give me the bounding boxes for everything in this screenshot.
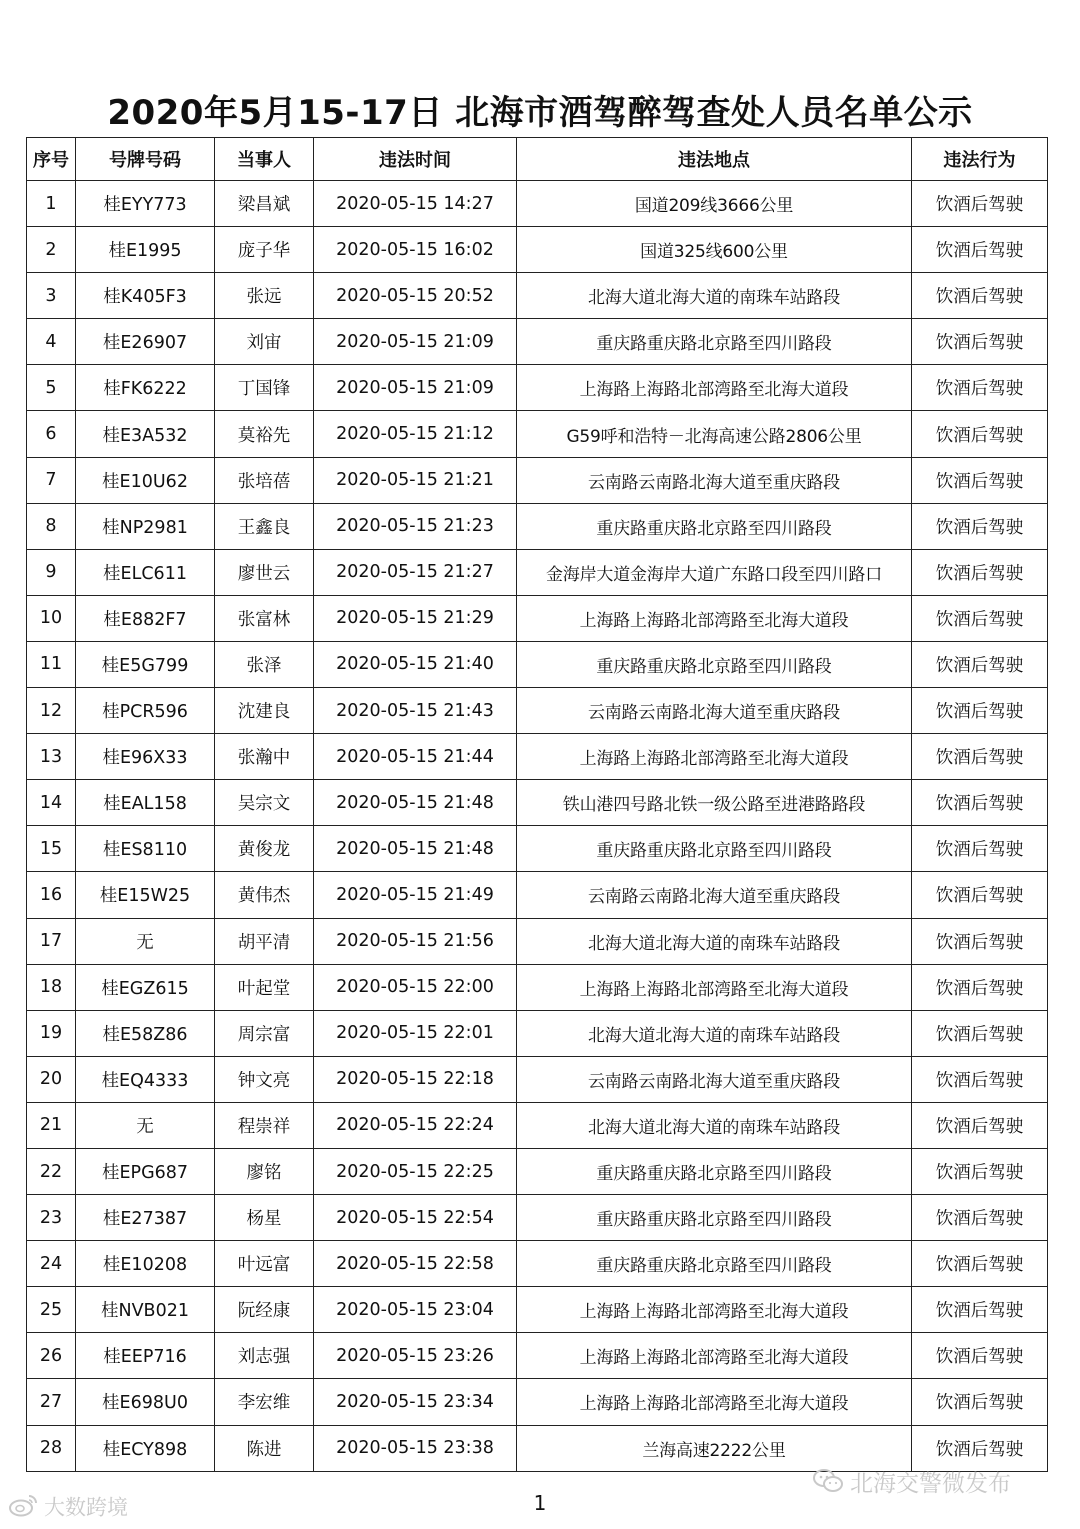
table-row: [27, 918, 1048, 964]
cell-violation: 饮酒后驾驶: [912, 1010, 1048, 1056]
cell-time: 2020-05-15 21:09: [314, 319, 517, 365]
table-row: [27, 1333, 1048, 1379]
cell-violation: 饮酒后驾驶: [912, 227, 1048, 273]
cell-person: 丁国锋: [215, 365, 314, 411]
cell-plate: 桂E882F7: [76, 595, 215, 641]
cell-violation: 饮酒后驾驶: [912, 964, 1048, 1010]
cell-location: 北海大道北海大道的南珠车站路段: [517, 1102, 912, 1148]
cell-violation: 饮酒后驾驶: [912, 365, 1048, 411]
cell-location: 重庆路重庆路北京路至四川路段: [517, 1148, 912, 1194]
cell-time: 2020-05-15 22:18: [314, 1056, 517, 1102]
cell-person: 阮经康: [215, 1287, 314, 1333]
cell-index: 23: [27, 1195, 76, 1241]
cell-time: 2020-05-15 23:34: [314, 1379, 517, 1425]
cell-plate: 桂NP2981: [76, 503, 215, 549]
watermark-right: [812, 1468, 1011, 1501]
table-row: [27, 1195, 1048, 1241]
cell-person: 黄俊龙: [215, 826, 314, 872]
cell-time: 2020-05-15 21:44: [314, 734, 517, 780]
cell-time: 2020-05-15 22:01: [314, 1010, 517, 1056]
cell-plate: 无: [76, 918, 215, 964]
cell-plate: 桂E58Z86: [76, 1010, 215, 1056]
cell-location: 上海路上海路北部湾路至北海大道段: [517, 365, 912, 411]
cell-violation: 饮酒后驾驶: [912, 457, 1048, 503]
cell-person: 杨星: [215, 1195, 314, 1241]
cell-time: 2020-05-15 21:48: [314, 780, 517, 826]
cell-person: 张远: [215, 273, 314, 319]
cell-time: 2020-05-15 20:52: [314, 273, 517, 319]
cell-time: 2020-05-15 21:40: [314, 641, 517, 687]
cell-index: 21: [27, 1102, 76, 1148]
cell-location: 重庆路重庆路北京路至四川路段: [517, 1241, 912, 1287]
col-header-time: 违法时间: [314, 138, 517, 181]
cell-location: 云南路云南路北海大道至重庆路段: [517, 872, 912, 918]
table-row: [27, 872, 1048, 918]
cell-index: 17: [27, 918, 76, 964]
table-row: [27, 549, 1048, 595]
cell-person: 叶起堂: [215, 964, 314, 1010]
col-header-violation: 违法行为: [912, 138, 1048, 181]
cell-violation: 饮酒后驾驶: [912, 319, 1048, 365]
table-row: [27, 780, 1048, 826]
col-header-person: 当事人: [215, 138, 314, 181]
cell-violation: 饮酒后驾驶: [912, 1195, 1048, 1241]
cell-index: 9: [27, 549, 76, 595]
cell-person: 莫裕先: [215, 411, 314, 457]
cell-plate: 桂E3A532: [76, 411, 215, 457]
cell-plate: 桂EPG687: [76, 1148, 215, 1194]
cell-index: 18: [27, 964, 76, 1010]
table-row: [27, 457, 1048, 503]
table-row: [27, 1102, 1048, 1148]
col-header-plate: 号牌号码: [76, 138, 215, 181]
cell-index: 11: [27, 641, 76, 687]
table-row: [27, 595, 1048, 641]
wechat-logo-icon: [812, 1468, 844, 1501]
cell-plate: 桂E26907: [76, 319, 215, 365]
table-header-row: [27, 138, 1048, 181]
table-row: [27, 227, 1048, 273]
cell-time: 2020-05-15 21:43: [314, 688, 517, 734]
cell-time: 2020-05-15 23:04: [314, 1287, 517, 1333]
cell-location: 上海路上海路北部湾路至北海大道段: [517, 734, 912, 780]
cell-index: 27: [27, 1379, 76, 1425]
cell-plate: 桂NVB021: [76, 1287, 215, 1333]
table-row: [27, 319, 1048, 365]
cell-time: 2020-05-15 21:49: [314, 872, 517, 918]
cell-index: 1: [27, 181, 76, 227]
cell-location: 上海路上海路北部湾路至北海大道段: [517, 964, 912, 1010]
cell-time: 2020-05-15 21:12: [314, 411, 517, 457]
cell-location: 重庆路重庆路北京路至四川路段: [517, 826, 912, 872]
cell-violation: 饮酒后驾驶: [912, 181, 1048, 227]
cell-violation: 饮酒后驾驶: [912, 1333, 1048, 1379]
cell-plate: 桂PCR596: [76, 688, 215, 734]
cell-person: 廖铭: [215, 1148, 314, 1194]
cell-person: 刘宙: [215, 319, 314, 365]
cell-plate: 无: [76, 1102, 215, 1148]
cell-time: 2020-05-15 21:48: [314, 826, 517, 872]
cell-location: G59呼和浩特－北海高速公路2806公里: [517, 411, 912, 457]
cell-location: 上海路上海路北部湾路至北海大道段: [517, 1287, 912, 1333]
cell-person: 吴宗文: [215, 780, 314, 826]
cell-time: 2020-05-15 22:24: [314, 1102, 517, 1148]
cell-index: 24: [27, 1241, 76, 1287]
cell-plate: 桂EGZ615: [76, 964, 215, 1010]
table-row: [27, 411, 1048, 457]
table-row: [27, 688, 1048, 734]
col-header-index: 序号: [27, 138, 76, 181]
cell-person: 王鑫良: [215, 503, 314, 549]
table-row: [27, 1241, 1048, 1287]
cell-location: 重庆路重庆路北京路至四川路段: [517, 319, 912, 365]
cell-location: 上海路上海路北部湾路至北海大道段: [517, 1379, 912, 1425]
cell-time: 2020-05-15 23:38: [314, 1425, 517, 1471]
cell-plate: 桂K405F3: [76, 273, 215, 319]
cell-plate: 桂E15W25: [76, 872, 215, 918]
cell-time: 2020-05-15 22:58: [314, 1241, 517, 1287]
cell-plate: 桂E27387: [76, 1195, 215, 1241]
cell-violation: 饮酒后驾驶: [912, 1056, 1048, 1102]
cell-index: 6: [27, 411, 76, 457]
cell-index: 7: [27, 457, 76, 503]
cell-time: 2020-05-15 16:02: [314, 227, 517, 273]
cell-index: 26: [27, 1333, 76, 1379]
table-row: [27, 181, 1048, 227]
cell-person: 周宗富: [215, 1010, 314, 1056]
cell-person: 庞子华: [215, 227, 314, 273]
cell-plate: 桂EYY773: [76, 181, 215, 227]
cell-person: 张培蓓: [215, 457, 314, 503]
cell-violation: 饮酒后驾驶: [912, 595, 1048, 641]
cell-person: 张泽: [215, 641, 314, 687]
cell-index: 13: [27, 734, 76, 780]
table-row: [27, 641, 1048, 687]
document-title: 2020年5月15-17日 北海市酒驾醉驾查处人员名单公示: [107, 92, 973, 133]
cell-location: 国道209线3666公里: [517, 181, 912, 227]
table-row: [27, 826, 1048, 872]
cell-index: 3: [27, 273, 76, 319]
cell-index: 19: [27, 1010, 76, 1056]
cell-time: 2020-05-15 21:23: [314, 503, 517, 549]
weibo-logo-icon: [8, 1493, 38, 1524]
cell-index: 22: [27, 1148, 76, 1194]
cell-location: 重庆路重庆路北京路至四川路段: [517, 641, 912, 687]
cell-time: 2020-05-15 22:54: [314, 1195, 517, 1241]
cell-time: 2020-05-15 21:21: [314, 457, 517, 503]
cell-index: 12: [27, 688, 76, 734]
cell-violation: 饮酒后驾驶: [912, 734, 1048, 780]
cell-person: 张富林: [215, 595, 314, 641]
cell-plate: 桂E10U62: [76, 457, 215, 503]
cell-violation: 饮酒后驾驶: [912, 641, 1048, 687]
cell-location: 铁山港四号路北铁一级公路至进港路路段: [517, 780, 912, 826]
cell-violation: 饮酒后驾驶: [912, 549, 1048, 595]
cell-plate: 桂E1995: [76, 227, 215, 273]
cell-violation: 饮酒后驾驶: [912, 918, 1048, 964]
cell-time: 2020-05-15 22:25: [314, 1148, 517, 1194]
table-row: [27, 964, 1048, 1010]
cell-violation: 饮酒后驾驶: [912, 273, 1048, 319]
cell-violation: 饮酒后驾驶: [912, 503, 1048, 549]
cell-person: 钟文亮: [215, 1056, 314, 1102]
cell-index: 4: [27, 319, 76, 365]
cell-violation: 饮酒后驾驶: [912, 1102, 1048, 1148]
cell-location: 北海大道北海大道的南珠车站路段: [517, 273, 912, 319]
cell-index: 25: [27, 1287, 76, 1333]
table-row: [27, 365, 1048, 411]
cell-index: 28: [27, 1425, 76, 1471]
cell-location: 国道325线600公里: [517, 227, 912, 273]
page-number: 1: [533, 1491, 547, 1515]
violation-records-table: [26, 137, 1048, 1472]
table-row: [27, 734, 1048, 780]
table-row: [27, 503, 1048, 549]
cell-index: 20: [27, 1056, 76, 1102]
cell-violation: 饮酒后驾驶: [912, 872, 1048, 918]
cell-person: 张瀚中: [215, 734, 314, 780]
cell-index: 16: [27, 872, 76, 918]
cell-index: 10: [27, 595, 76, 641]
cell-location: 上海路上海路北部湾路至北海大道段: [517, 595, 912, 641]
cell-violation: 饮酒后驾驶: [912, 411, 1048, 457]
cell-person: 李宏维: [215, 1379, 314, 1425]
cell-violation: 饮酒后驾驶: [912, 688, 1048, 734]
cell-time: 2020-05-15 23:26: [314, 1333, 517, 1379]
cell-location: 云南路云南路北海大道至重庆路段: [517, 457, 912, 503]
cell-index: 8: [27, 503, 76, 549]
cell-person: 刘志强: [215, 1333, 314, 1379]
cell-violation: 饮酒后驾驶: [912, 826, 1048, 872]
cell-index: 2: [27, 227, 76, 273]
cell-person: 陈进: [215, 1425, 314, 1471]
cell-plate: 桂ES8110: [76, 826, 215, 872]
cell-plate: 桂EQ4333: [76, 1056, 215, 1102]
col-header-location: 违法地点: [517, 138, 912, 181]
table-row: [27, 273, 1048, 319]
watermark-left-text: 大数跨境: [44, 1495, 128, 1520]
cell-person: 胡平清: [215, 918, 314, 964]
cell-location: 北海大道北海大道的南珠车站路段: [517, 918, 912, 964]
cell-violation: 饮酒后驾驶: [912, 780, 1048, 826]
cell-plate: 桂E10208: [76, 1241, 215, 1287]
cell-time: 2020-05-15 21:56: [314, 918, 517, 964]
cell-time: 2020-05-15 21:27: [314, 549, 517, 595]
cell-person: 沈建良: [215, 688, 314, 734]
cell-index: 5: [27, 365, 76, 411]
cell-plate: 桂E5G799: [76, 641, 215, 687]
cell-person: 梁昌斌: [215, 181, 314, 227]
cell-plate: 桂ELC611: [76, 549, 215, 595]
cell-location: 金海岸大道金海岸大道广东路口段至四川路口: [517, 549, 912, 595]
table-row: [27, 1010, 1048, 1056]
cell-time: 2020-05-15 21:29: [314, 595, 517, 641]
cell-person: 程崇祥: [215, 1102, 314, 1148]
table-row: [27, 1379, 1048, 1425]
cell-person: 廖世云: [215, 549, 314, 595]
cell-plate: 桂E698U0: [76, 1379, 215, 1425]
cell-time: 2020-05-15 14:27: [314, 181, 517, 227]
cell-time: 2020-05-15 22:00: [314, 964, 517, 1010]
cell-time: 2020-05-15 21:09: [314, 365, 517, 411]
cell-index: 15: [27, 826, 76, 872]
cell-violation: 饮酒后驾驶: [912, 1425, 1048, 1471]
cell-violation: 饮酒后驾驶: [912, 1241, 1048, 1287]
cell-plate: 桂E96X33: [76, 734, 215, 780]
table-row: [27, 1056, 1048, 1102]
watermark-right-text: 北海交警微发布: [850, 1471, 1011, 1497]
cell-plate: 桂EAL158: [76, 780, 215, 826]
cell-violation: 饮酒后驾驶: [912, 1379, 1048, 1425]
table-body: [27, 181, 1048, 1472]
table-row: [27, 1148, 1048, 1194]
cell-person: 叶远富: [215, 1241, 314, 1287]
cell-location: 北海大道北海大道的南珠车站路段: [517, 1010, 912, 1056]
cell-location: 云南路云南路北海大道至重庆路段: [517, 688, 912, 734]
cell-violation: 饮酒后驾驶: [912, 1287, 1048, 1333]
cell-plate: 桂EEP716: [76, 1333, 215, 1379]
cell-location: 重庆路重庆路北京路至四川路段: [517, 1195, 912, 1241]
cell-plate: 桂FK6222: [76, 365, 215, 411]
table-row: [27, 1425, 1048, 1471]
table-row: [27, 1287, 1048, 1333]
cell-violation: 饮酒后驾驶: [912, 1148, 1048, 1194]
cell-location: 重庆路重庆路北京路至四川路段: [517, 503, 912, 549]
cell-location: 上海路上海路北部湾路至北海大道段: [517, 1333, 912, 1379]
cell-location: 兰海高速2222公里: [517, 1425, 912, 1471]
watermark-left: [8, 1493, 128, 1524]
cell-index: 14: [27, 780, 76, 826]
cell-plate: 桂ECY898: [76, 1425, 215, 1471]
cell-location: 云南路云南路北海大道至重庆路段: [517, 1056, 912, 1102]
cell-person: 黄伟杰: [215, 872, 314, 918]
